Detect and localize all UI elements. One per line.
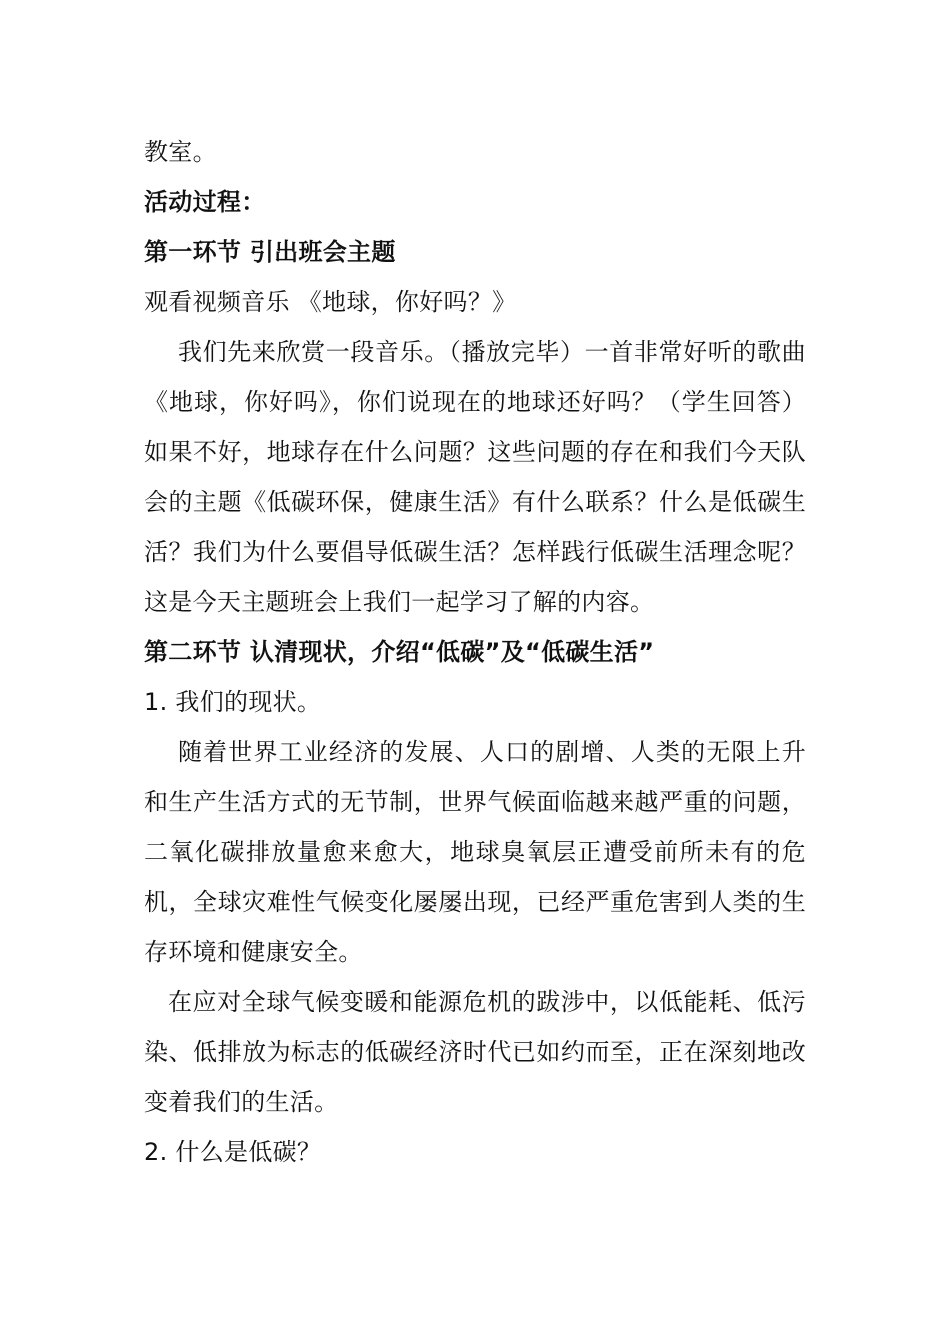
section1-paragraph: 我们先来欣赏一段音乐。（播放完毕）一首非常好听的歌曲《地球，你好吗》，你们说现在的地球还好吗？（学生回答）如果不好，地球存在什么问题？这些问题的存在和我们今天队会的主题《低碳环保，健康生活》有什么联系？什么是低碳生活？我们为什么要倡导低碳生活？怎样践行低碳生活理念呢？这是今天主题班会上我们一起学习了解的内容。 xyxy=(144,338,806,616)
item2-title: 2. 什么是低碳？ xyxy=(144,1138,322,1166)
item1-title: 1. 我们的现状。 xyxy=(144,688,322,716)
document-body xyxy=(144,127,806,1177)
section1-subline: 观看视频音乐 《地球，你好吗？》 xyxy=(144,288,517,316)
item1-paragraph-1: 随着世界工业经济的发展、人口的剧增、人类的无限上升和生产生活方式的无节制，世界气候面临越来越严重的问题，二氧化碳排放量愈来愈大，地球臭氧层正遭受前所未有的危机，全球灾难性气候变化屡屡出现，已经严重危害到人类的生存环境和健康安全。 xyxy=(144,738,806,966)
section2-heading: 第二环节 认清现状，介绍“低碳”及“低碳生活” xyxy=(144,638,655,666)
item1-paragraph-2: 在应对全球气候变暖和能源危机的跋涉中，以低能耗、低污染、低排放为标志的低碳经济时代已如约而至，正在深刻地改变着我们的生活。 xyxy=(144,988,806,1116)
process-heading: 活动过程： xyxy=(144,188,266,216)
section1-heading: 第一环节 引出班会主题 xyxy=(144,238,396,266)
continuation-text: 教室。 xyxy=(144,138,217,166)
